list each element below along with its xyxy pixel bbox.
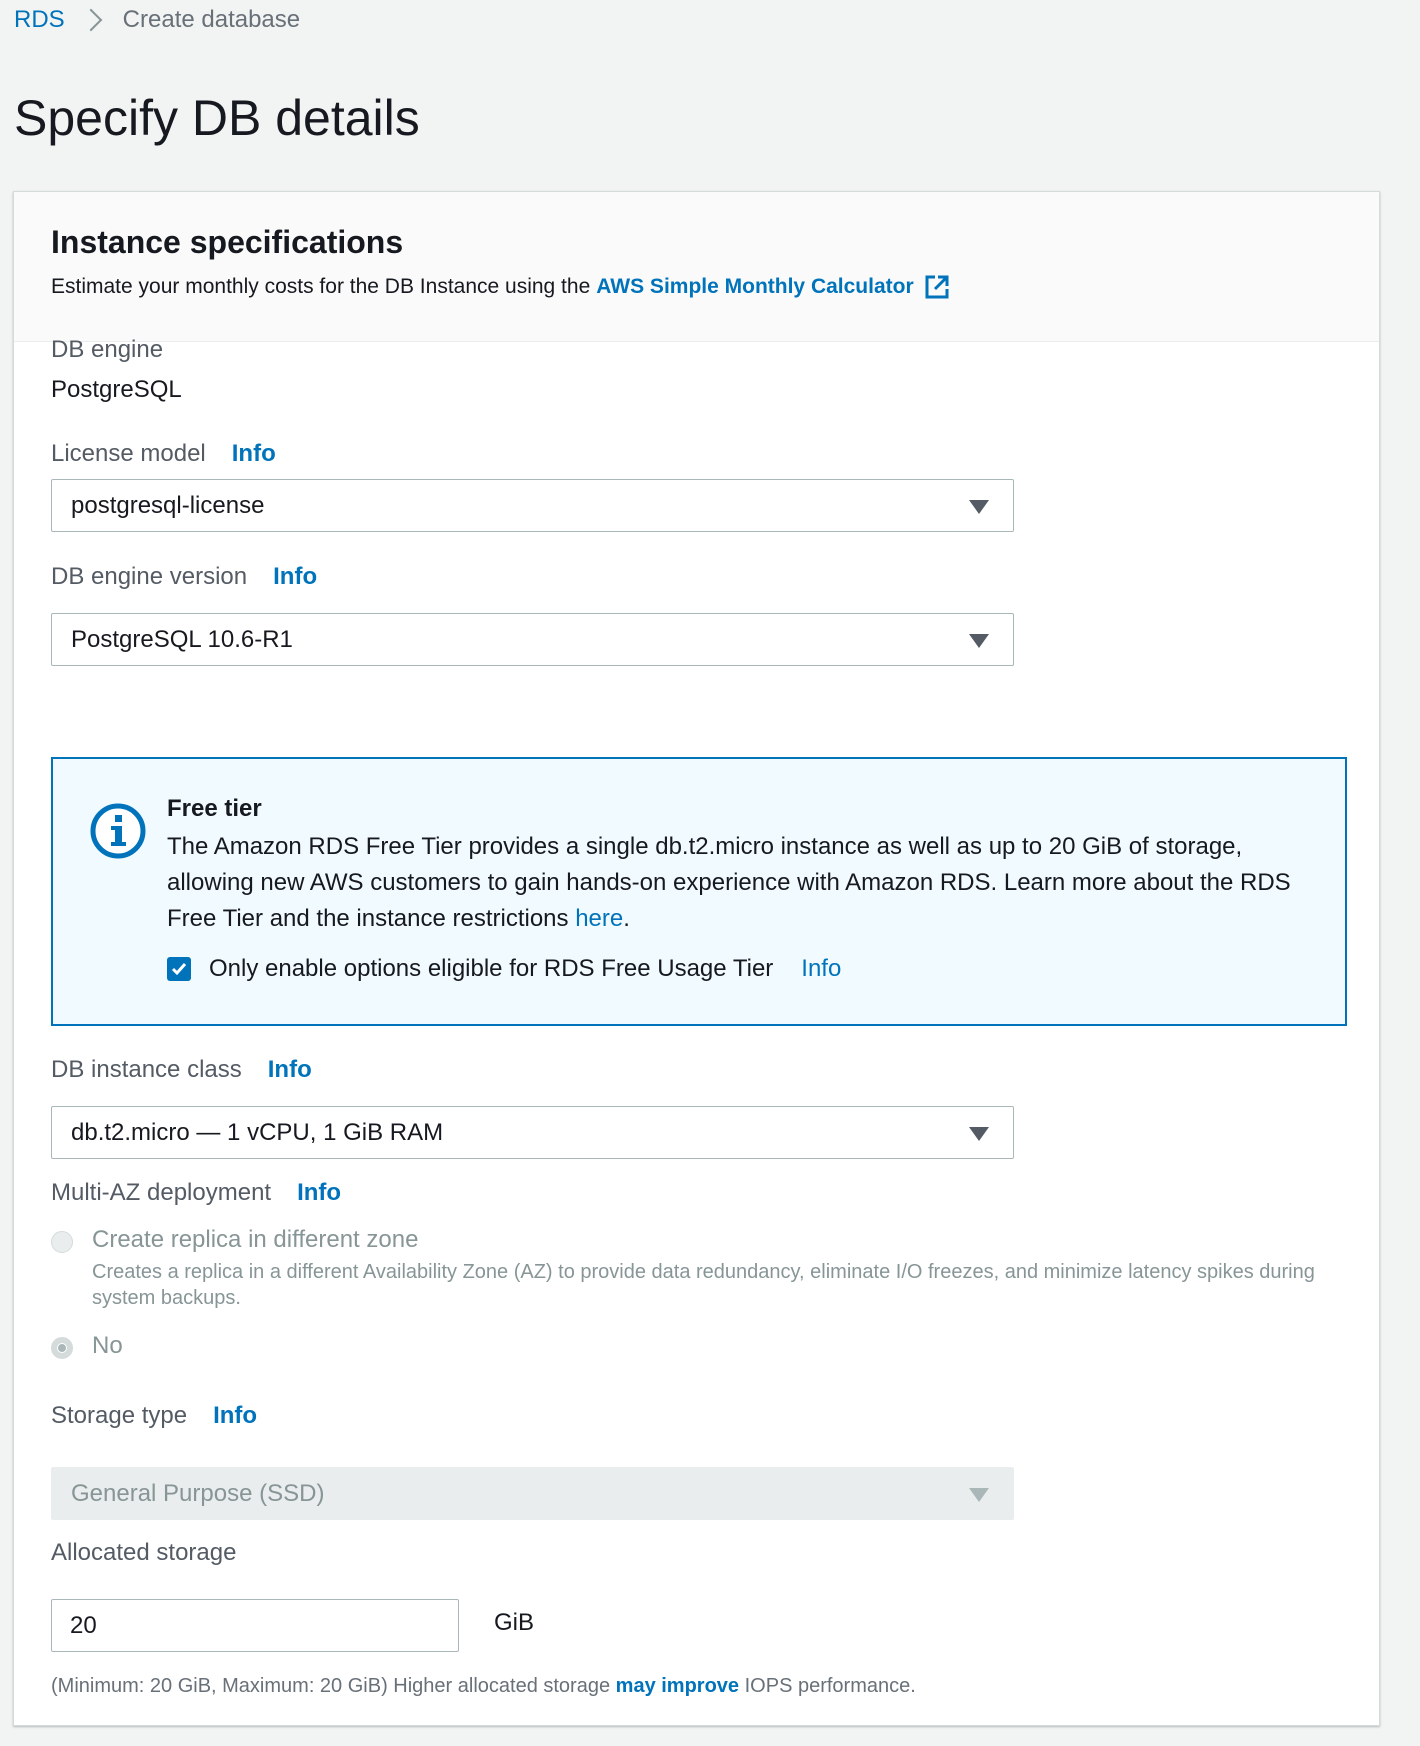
page-title: Specify DB details <box>14 90 420 146</box>
checkmark-icon <box>170 960 188 978</box>
instance-class-select[interactable] <box>51 1106 1014 1159</box>
license-model-select[interactable] <box>51 479 1014 532</box>
external-link-icon[interactable] <box>924 274 950 300</box>
free-tier-here-link[interactable]: here <box>575 905 624 932</box>
license-model-selected: postgresql-license <box>71 491 265 519</box>
instance-class-info-link[interactable]: Info <box>267 1056 312 1083</box>
license-model-label-text: License model <box>51 440 206 467</box>
instance-specifications-panel <box>13 191 1380 1726</box>
breadcrumb-rds-link[interactable]: RDS <box>14 6 65 33</box>
free-tier-info-link[interactable]: Info <box>801 955 842 982</box>
free-tier-period: . <box>623 905 630 932</box>
storage-type-selected: General Purpose (SSD) <box>71 1479 325 1507</box>
chevron-right-icon <box>79 9 102 32</box>
storage-type-info-link[interactable]: Info <box>213 1402 258 1429</box>
hint-prefix: (Minimum: 20 GiB, Maximum: 20 GiB) Higher allocated storage <box>51 1675 611 1697</box>
license-model-info-link[interactable]: Info <box>231 440 276 467</box>
multi-az-info-link[interactable]: Info <box>297 1179 342 1206</box>
may-improve-link[interactable]: may improve <box>615 1675 740 1697</box>
instance-class-label <box>51 1056 312 1084</box>
engine-version-selected: PostgreSQL 10.6-R1 <box>71 625 293 653</box>
engine-version-label <box>51 563 317 591</box>
free-tier-title: Free tier <box>167 795 262 822</box>
db-engine-value: PostgreSQL <box>51 376 182 403</box>
engine-version-info-link[interactable]: Info <box>273 563 318 590</box>
radio-create-replica[interactable] <box>51 1231 73 1253</box>
instance-class-label-text: DB instance class <box>51 1056 242 1083</box>
radio-create-replica-label[interactable]: Create replica in different zone <box>92 1226 419 1253</box>
panel-description <box>51 274 950 300</box>
instance-class-selected: db.t2.micro — 1 vCPU, 1 GiB RAM <box>71 1118 444 1146</box>
caret-down-icon <box>969 1488 989 1502</box>
allocated-storage-label: Allocated storage <box>51 1539 237 1566</box>
storage-type-label-text: Storage type <box>51 1402 188 1429</box>
hint-suffix: IOPS performance. <box>744 1675 916 1697</box>
free-tier-body-text: The Amazon RDS Free Tier provides a single db.t2.micro instance as well as up to 20 GiB of storage, allowing new AWS customers to gain hands-on experience with Amazon RDS. Learn more about the RDS Free Tier and the instance restrictions <box>167 833 1291 932</box>
storage-type-label <box>51 1402 257 1430</box>
storage-type-select <box>51 1467 1014 1520</box>
caret-down-icon <box>969 634 989 648</box>
radio-no-label[interactable]: No <box>92 1332 123 1359</box>
engine-version-select[interactable] <box>51 613 1014 666</box>
multi-az-label-text: Multi-AZ deployment <box>51 1179 272 1206</box>
breadcrumb <box>14 4 300 36</box>
free-tier-checkbox[interactable] <box>167 957 191 981</box>
allocated-storage-hint <box>51 1675 916 1698</box>
panel-description-text: Estimate your monthly costs for the DB Instance using the <box>51 275 591 298</box>
engine-version-label-text: DB engine version <box>51 563 248 590</box>
free-tier-checkbox-row <box>167 955 841 983</box>
panel-header <box>14 192 1379 342</box>
radio-create-replica-description: Creates a replica in a different Availability Zone (AZ) to provide data redundancy, eliminate I/O freezes, and minimize latency spikes during system backups. <box>92 1261 1315 1309</box>
radio-no[interactable] <box>51 1337 73 1359</box>
info-circle-icon <box>89 802 147 860</box>
free-tier-alert <box>51 757 1347 1026</box>
panel-title: Instance specifications <box>51 224 404 260</box>
calculator-link[interactable]: AWS Simple Monthly Calculator <box>596 275 914 298</box>
breadcrumb-current: Create database <box>122 6 301 33</box>
allocated-storage-input[interactable]: 20 <box>51 1599 459 1652</box>
caret-down-icon <box>969 500 989 514</box>
caret-down-icon <box>969 1127 989 1141</box>
free-tier-checkbox-label[interactable]: Only enable options eligible for RDS Free Usage Tier <box>209 955 774 982</box>
db-engine-label: DB engine <box>51 336 164 363</box>
license-model-label <box>51 440 276 468</box>
free-tier-body <box>167 829 1307 937</box>
allocated-storage-unit: GiB <box>494 1609 535 1636</box>
multi-az-label <box>51 1179 341 1207</box>
